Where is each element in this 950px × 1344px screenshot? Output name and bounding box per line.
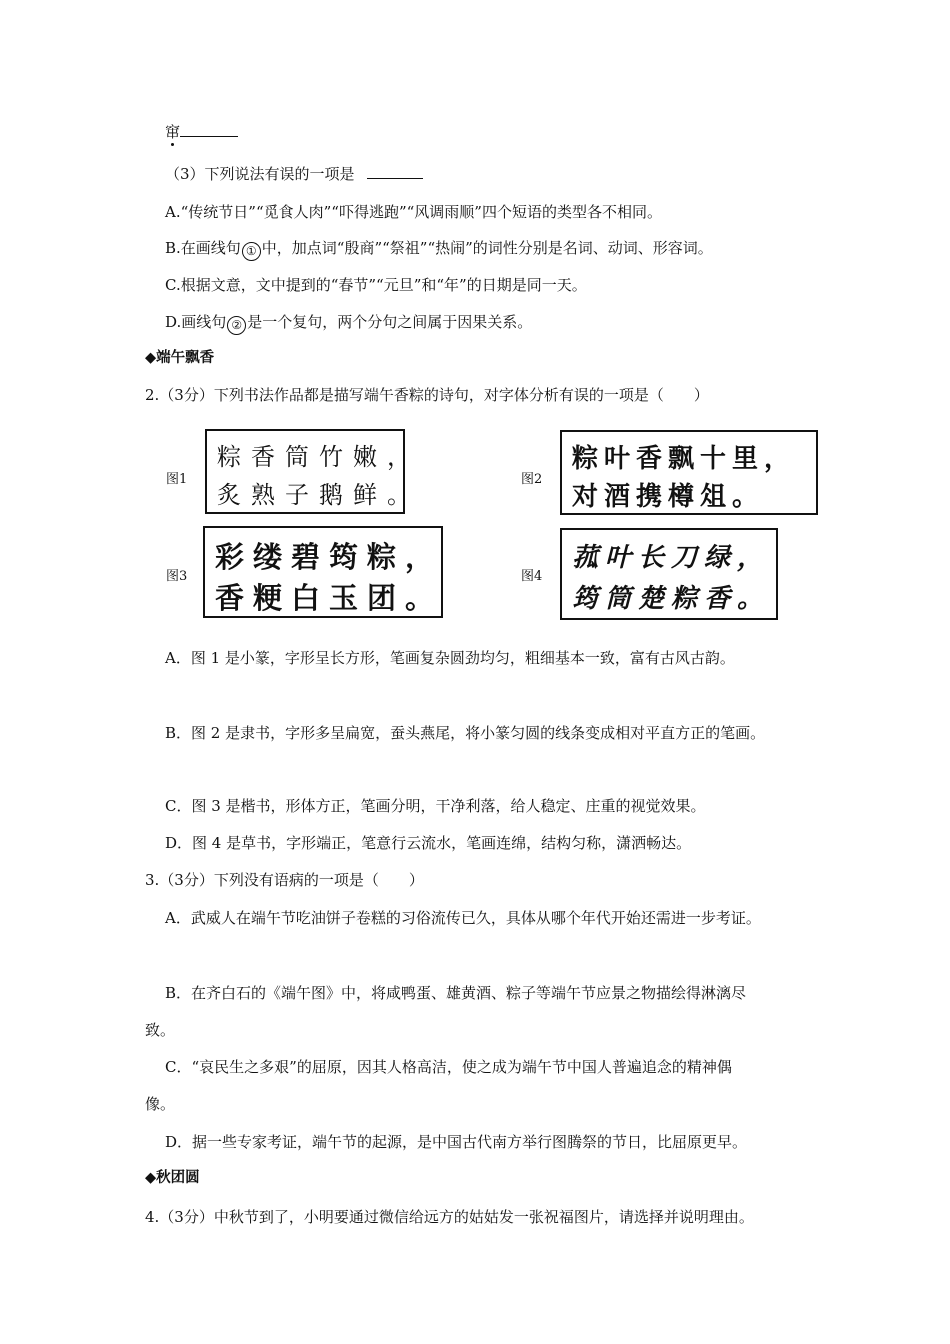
option-b: B.在画线句 ① 中，加点词“殷商”“祭祖”“热闹”的词性分别是名词、动词、形容词。 <box>165 238 713 261</box>
answer-line-char <box>165 122 238 142</box>
q2-option-d: D．图 4 是草书，字形端正，笔意行云流水，笔画连绵，结构匀称，潇洒畅达。 <box>165 834 692 852</box>
figure-1-calligraphy: 粽香筒竹嫩， 炙熟子鹅鲜。 <box>205 429 405 514</box>
q3-option-d: D．据一些专家考证，端午节的起源，是中国古代南方举行图腾祭的节日，比屈原更早。 <box>165 1133 748 1151</box>
section-heading-mid-autumn: ◆秋团圆 <box>145 1170 200 1186</box>
question-4-stem: 4.（3分）中秋节到了，小明要通过微信给远方的姑姑发一张祝福图片，请选择并说明理由。 <box>145 1208 754 1226</box>
circled-number: ① <box>242 242 261 261</box>
sub-question-label: （3）下列说法有误的一项是 <box>165 165 355 183</box>
q3-option-a: A．武威人在端午节吃油饼子卷糕的习俗流传已久，具体从哪个年代开始还需进一步考证。 <box>165 909 761 927</box>
q3-option-c-line2: 像。 <box>145 1095 176 1113</box>
q3-option-c-line1: C．“哀民生之多艰”的屈原，因其人格高洁，使之成为端午节中国人普遍追念的精神偶 <box>165 1058 732 1076</box>
figure-2-calligraphy: 粽叶香飘十里， 对酒携樽俎。 <box>560 430 818 515</box>
q2-option-a: A．图 1 是小篆，字形呈长方形，笔画复杂圆劲均匀，粗细基本一致，富有古风古韵。 <box>165 649 735 667</box>
option-d: D.画线句 ② 是一个复句，两个分句之间属于因果关系。 <box>165 312 532 335</box>
option-c: C.根据文意，文中提到的“春节”“元旦”和“年”的日期是同一天。 <box>165 276 587 294</box>
q2-option-b: B．图 2 是隶书，字形多呈扁宽，蚕头燕尾，将小篆匀圆的线条变成相对平直方正的笔画。 <box>165 724 766 742</box>
q3-option-b-line2: 致。 <box>145 1021 176 1039</box>
question-2-stem: 2.（3分）下列书法作品都是描写端午香粽的诗句，对字体分析有误的一项是（ ） <box>145 386 709 404</box>
figure-1-label: 图1 <box>166 472 188 487</box>
figure-3-label: 图3 <box>166 569 188 584</box>
question-3-stem: 3.（3分）下列没有语病的一项是（ ） <box>145 871 424 889</box>
option-a: A.“传统节日”“觅食人肉”“吓得逃跑”“风调雨顺”四个短语的类型各不相同。 <box>165 203 662 221</box>
answer-blank <box>367 164 423 179</box>
q3-option-b-line1: B．在齐白石的《端午图》中，将咸鸭蛋、雄黄酒、粽子等端午节应景之物描绘得淋漓尽 <box>165 984 747 1002</box>
dotted-char: 窜 <box>165 123 181 141</box>
figure-3-calligraphy: 彩缕碧筠粽， 香粳白玉团。 <box>203 526 443 618</box>
answer-blank <box>180 122 238 137</box>
question-3-sub <box>165 164 423 184</box>
circled-number: ② <box>227 316 246 335</box>
section-heading-duanwu: ◆端午飘香 <box>145 350 215 366</box>
figure-4-calligraphy: 菰叶长刀绿， 筠筒楚粽香。 <box>560 528 778 620</box>
figure-2-label: 图2 <box>521 472 543 487</box>
q2-option-c: C．图 3 是楷书，形体方正，笔画分明，干净利落，给人稳定、庄重的视觉效果。 <box>165 797 706 815</box>
figure-4-label: 图4 <box>521 569 543 584</box>
